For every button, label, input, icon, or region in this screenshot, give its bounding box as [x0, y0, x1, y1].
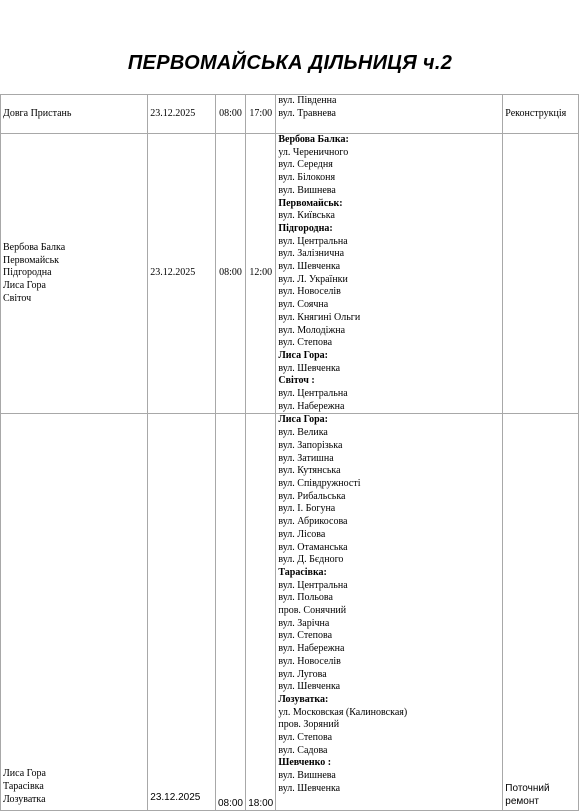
street-name: вул. Молодіжна [278, 324, 346, 336]
street-name: вул. Соячна [278, 299, 329, 311]
date-cell: 23.12.2025 [148, 414, 216, 811]
street-name: вул. Степова [278, 630, 333, 642]
start-time-cell: 08:00 [215, 414, 245, 811]
start-time-cell: 08:00 [215, 95, 245, 134]
end-time-cell: 17:00 [246, 95, 276, 134]
street-name: вул. Південна [278, 95, 337, 106]
street-name: вул. Шевченка [278, 362, 341, 374]
end-time-cell: 18:00 [246, 414, 276, 811]
street-name: вул. Вишнева [278, 770, 336, 782]
street-name: ул. Череничного [278, 146, 349, 158]
street-name: вул. Шевченка [278, 681, 341, 693]
location-name: Вербова Балка [3, 241, 66, 253]
settlement-heading: Лиса Гора: [278, 414, 328, 426]
locations-cell [1, 414, 148, 811]
page-title: ПЕРВОМАЙСЬКА ДІЛЬНИЦЯ ч.2 [127, 52, 453, 74]
street-name: вул. Набережна [278, 643, 345, 655]
street-name: вул. Лісова [278, 528, 326, 540]
street-name: пров. Зоряний [278, 719, 340, 731]
street-name: вул. Набережна [278, 400, 345, 412]
street-name: вул. Новоселів [278, 655, 341, 667]
streets-cell [276, 95, 503, 134]
settlement-heading: Шевченко : [278, 757, 332, 769]
street-name: вул. Княгині Ольги [278, 311, 361, 323]
street-name: вул. Київська [278, 210, 335, 222]
settlement-heading: Світоч : [278, 375, 315, 387]
street-name: вул. Шевченка [278, 261, 341, 273]
table-row [1, 134, 579, 414]
date-cell: 23.12.2025 [148, 95, 216, 134]
street-name: вул. Кутянська [278, 465, 341, 477]
street-name: вул. І. Богуна [278, 503, 336, 515]
location-name: Лозуватка [3, 793, 46, 805]
table-row [1, 414, 579, 811]
street-name: вул. Центральна [278, 235, 348, 247]
streets-cell [276, 414, 503, 811]
street-name: пров. Сонячний [278, 605, 347, 617]
table-row [1, 95, 579, 134]
outage-schedule-table [0, 94, 579, 811]
settlement-heading: Лиса Гора: [278, 349, 328, 361]
end-time-cell: 12:00 [246, 134, 276, 414]
date-cell: 23.12.2025 [148, 134, 216, 414]
street-name: вул. Новоселів [278, 286, 341, 298]
street-name: вул. Залізнична [278, 248, 345, 260]
street-name: вул. Запорізька [278, 439, 343, 451]
street-name: вул. Д. Бєдного [278, 554, 344, 566]
street-name: вул. Степова [278, 337, 333, 349]
street-name: вул. Отаманська [278, 541, 348, 553]
location-name: Лиса Гора [3, 768, 46, 780]
streets-cell [276, 134, 503, 414]
street-name: вул. Зарічна [278, 617, 330, 629]
settlement-heading: Лозуватка: [278, 693, 329, 705]
street-name: вул. Л. Українки [278, 273, 348, 285]
street-name: вул. Центральна [278, 579, 348, 591]
street-name: вул. Шевченка [278, 782, 341, 794]
location-name: Підгородна [3, 267, 52, 279]
locations-cell [1, 95, 148, 134]
street-name: вул. Білоконя [278, 172, 336, 184]
street-name: вул. Вишнева [278, 184, 336, 196]
street-name: вул. Затишна [278, 452, 334, 464]
street-name: вул. Польова [278, 592, 333, 604]
location-name: Світоч [3, 292, 32, 304]
street-name: вул. Садова [278, 744, 328, 756]
street-name: ул. Московская (Калиновская) [278, 706, 408, 718]
street-name: вул. Степова [278, 732, 333, 744]
street-name: вул. Центральна [278, 388, 348, 400]
street-name: вул. Рибальська [278, 490, 346, 502]
settlement-heading: Первомайськ: [278, 197, 343, 209]
location-name: Тарасівка [3, 781, 44, 793]
location-name: Довга Пристань [3, 107, 72, 119]
street-name: вул. Травнева [278, 107, 336, 119]
settlement-heading: Підгородна: [278, 222, 333, 234]
settlement-heading: Вербова Балка: [278, 134, 349, 145]
street-name: вул. Співдружності [278, 477, 361, 489]
street-name: вул. Лугова [278, 668, 327, 680]
settlement-heading: Тарасівка: [278, 566, 327, 578]
location-name: Первомайськ [3, 254, 60, 266]
work-type-cell: Поточний ремонт [503, 414, 579, 811]
street-name: вул. Абрикосова [278, 516, 348, 528]
location-name: Лиса Гора [3, 280, 46, 292]
street-name: вул. Велика [278, 427, 328, 439]
work-type-cell [503, 134, 579, 414]
work-type-cell: Реконструкція [503, 95, 579, 134]
start-time-cell: 08:00 [215, 134, 245, 414]
street-name: вул. Середня [278, 159, 333, 171]
locations-cell [1, 134, 148, 414]
